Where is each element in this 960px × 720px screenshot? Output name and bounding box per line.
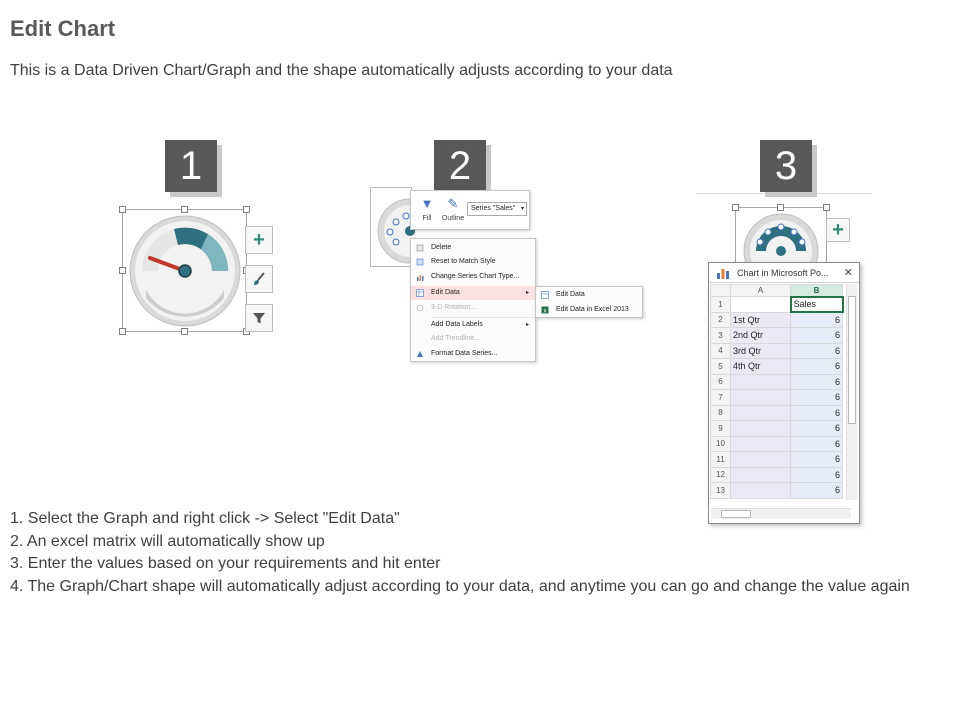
row-header[interactable]: 8 [711, 405, 731, 421]
row-header[interactable]: 5 [711, 359, 731, 375]
excel-icon [541, 306, 549, 314]
delete-icon [416, 244, 424, 252]
page-subtitle: This is a Data Driven Chart/Graph and the shape automatically adjusts according to your data [10, 62, 673, 79]
table-cell[interactable] [731, 452, 791, 468]
chart-icon [717, 268, 729, 279]
row-header[interactable]: 11 [711, 452, 731, 468]
table-cell[interactable] [731, 405, 791, 421]
column-header-a[interactable]: A [731, 285, 791, 297]
pen-icon: ✎ [447, 196, 459, 211]
brush-icon [251, 271, 267, 287]
submenu-item-edit-data[interactable]: Edit Data [536, 288, 642, 302]
row-header[interactable]: 2 [711, 312, 731, 328]
row-header[interactable]: 13 [711, 483, 731, 499]
table-cell[interactable]: 6 [791, 467, 843, 483]
chart-filters-button[interactable] [245, 304, 273, 332]
format-toolbar [410, 190, 530, 230]
format-series-icon [416, 350, 424, 358]
reset-style-icon [416, 258, 424, 266]
chart-styles-button[interactable] [245, 265, 273, 293]
excel-window [708, 262, 860, 524]
column-header-b[interactable]: B [791, 285, 843, 297]
chevron-down-icon: ▾ [520, 206, 524, 212]
row-header[interactable]: 7 [711, 390, 731, 406]
table-cell[interactable] [731, 421, 791, 437]
step-badge-2: 2 [434, 140, 486, 192]
row-header[interactable]: 1 [711, 297, 731, 313]
row-header[interactable]: 6 [711, 374, 731, 390]
edit-data-submenu [535, 286, 643, 318]
edit-data-icon [416, 289, 424, 297]
step-badge-1: 1 [165, 140, 217, 192]
outline-label: Outline [441, 215, 465, 222]
table-cell[interactable]: 1st Qtr [731, 312, 791, 328]
chart-type-icon [416, 273, 424, 281]
instruction-step-2: 2. An excel matrix will automatically show up [10, 532, 325, 550]
resize-handle[interactable] [181, 206, 188, 213]
table-cell[interactable]: 6 [791, 483, 843, 499]
instructions [10, 508, 940, 598]
menu-item-add-data-labels[interactable]: Add Data Labels ▸ [411, 318, 535, 332]
fill-label: Fill [422, 215, 432, 222]
submenu-arrow-icon: ▸ [525, 322, 529, 328]
resize-handle[interactable] [243, 206, 250, 213]
row-header[interactable]: 9 [711, 421, 731, 437]
table-cell[interactable]: 2nd Qtr [731, 328, 791, 344]
menu-item-delete[interactable]: Delete [411, 241, 535, 255]
page-title: Edit Chart [10, 16, 116, 41]
menu-item-reset-style[interactable]: Reset to Match Style [411, 255, 535, 269]
menu-item-change-chart-type[interactable]: Change Series Chart Type... [411, 270, 535, 284]
menu-item-format-data-series[interactable]: Format Data Series... [411, 347, 535, 361]
instruction-step-4: 4. The Graph/Chart shape will automatically adjust according to your data, and anytime you can go and change the value again [10, 577, 910, 595]
table-cell[interactable]: 6 [791, 390, 843, 406]
menu-item-add-trendline: Add Trendline... [431, 335, 481, 342]
step-badge-3: 3 [760, 140, 812, 192]
row-header[interactable]: 10 [711, 436, 731, 452]
corner-cell[interactable] [711, 285, 731, 297]
excel-titlebar[interactable] [709, 263, 859, 283]
table-cell[interactable]: 6 [791, 452, 843, 468]
divider [696, 193, 872, 194]
row-header[interactable]: 4 [711, 343, 731, 359]
plus-icon: + [832, 218, 844, 241]
table-cell[interactable]: 6 [791, 374, 843, 390]
spreadsheet-grid [710, 284, 844, 499]
menu-item-edit-data[interactable]: Edit Data ▸ [411, 286, 535, 300]
table-cell[interactable] [731, 467, 791, 483]
menu-item-3d-rotation: 3-D Rotation... [411, 301, 535, 315]
gauge-chart-1[interactable] [128, 214, 242, 328]
submenu-item-edit-in-excel[interactable]: x Edit Data in Excel 2013 [536, 303, 642, 317]
cell-b1[interactable]: Sales [791, 297, 843, 313]
instruction-step-1: 1. Select the Graph and right click -> Select "Edit Data" [10, 510, 400, 527]
fill-button[interactable] [413, 193, 441, 222]
row-header[interactable]: 3 [711, 328, 731, 344]
table-cell[interactable]: 3rd Qtr [731, 343, 791, 359]
series-dropdown[interactable] [467, 202, 527, 216]
scrollbar-thumb[interactable] [848, 296, 856, 424]
table-cell[interactable] [731, 436, 791, 452]
close-icon[interactable]: ✕ [843, 267, 853, 279]
table-cell[interactable]: 6 [791, 405, 843, 421]
resize-handle[interactable] [823, 204, 830, 211]
context-menu [410, 238, 536, 362]
submenu-arrow-icon: ▸ [525, 290, 529, 296]
cell-a1[interactable] [731, 297, 791, 313]
vertical-scrollbar[interactable] [846, 284, 857, 500]
resize-handle[interactable] [732, 204, 739, 211]
gauge-chart-3[interactable] [742, 212, 820, 264]
plus-icon: + [253, 228, 265, 251]
table-cell[interactable]: 6 [791, 343, 843, 359]
table-cell[interactable]: 4th Qtr [731, 359, 791, 375]
resize-handle[interactable] [181, 328, 188, 335]
svg-text:x: x [543, 308, 547, 314]
table-cell[interactable]: 6 [791, 436, 843, 452]
row-header[interactable]: 12 [711, 467, 731, 483]
instruction-step-3: 3. Enter the values based on your requirements and hit enter [10, 555, 441, 572]
resize-handle[interactable] [119, 206, 126, 213]
resize-handle[interactable] [119, 328, 126, 335]
table-cell[interactable]: 6 [791, 312, 843, 328]
filter-icon [251, 310, 267, 326]
chart-elements-button[interactable] [826, 218, 850, 242]
paint-bucket-icon: ▼ [420, 196, 434, 211]
table-cell[interactable]: 6 [791, 421, 843, 437]
chart-elements-button[interactable] [245, 226, 273, 254]
series-dropdown-value: Series "Sales" [471, 205, 516, 212]
outline-button[interactable] [439, 193, 467, 222]
resize-handle[interactable] [777, 204, 784, 211]
table-cell[interactable] [731, 390, 791, 406]
table-cell[interactable] [731, 483, 791, 499]
table-cell[interactable] [731, 374, 791, 390]
table-cell[interactable]: 6 [791, 328, 843, 344]
edit-data-icon [541, 291, 549, 299]
resize-handle[interactable] [119, 267, 126, 274]
rotation-icon [416, 304, 424, 312]
table-cell[interactable]: 6 [791, 359, 843, 375]
excel-window-title: Chart in Microsoft Po... [737, 268, 829, 278]
